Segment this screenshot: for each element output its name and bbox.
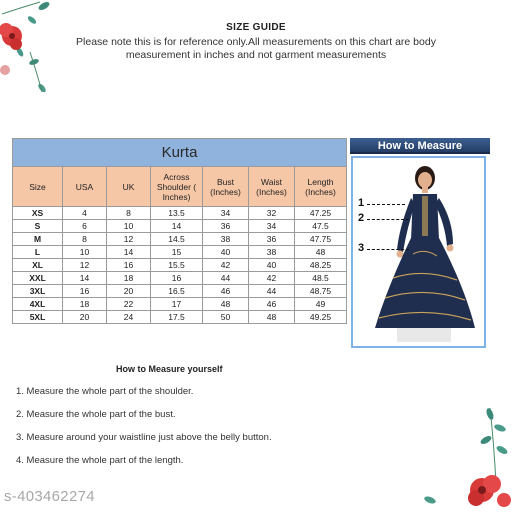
value-cell: 16.5 (151, 285, 203, 298)
value-cell: 18 (63, 298, 107, 311)
column-header: Waist (Inches) (249, 167, 295, 207)
value-cell: 36 (203, 220, 249, 233)
kurta-size-table (12, 138, 347, 324)
how-to-measure-illustration (351, 156, 486, 348)
value-cell: 15.5 (151, 259, 203, 272)
size-cell: M (13, 233, 63, 246)
size-cell: L (13, 246, 63, 259)
value-cell: 20 (107, 285, 151, 298)
value-cell: 16 (63, 285, 107, 298)
instruction-step: 1. Measure the whole part of the shoulder. (16, 386, 194, 397)
how-to-measure-title: How to Measure (377, 140, 463, 152)
value-cell: 22 (107, 298, 151, 311)
value-cell: 17 (151, 298, 203, 311)
value-cell: 16 (151, 272, 203, 285)
value-cell: 38 (249, 246, 295, 259)
size-cell: XXL (13, 272, 63, 285)
value-cell: 12 (63, 259, 107, 272)
value-cell: 44 (249, 285, 295, 298)
value-cell: 14 (107, 246, 151, 259)
value-cell: 34 (249, 220, 295, 233)
table-body (13, 207, 347, 324)
value-cell: 34 (203, 207, 249, 220)
value-cell: 8 (107, 207, 151, 220)
value-cell: 16 (107, 259, 151, 272)
value-cell: 8 (63, 233, 107, 246)
table-row (13, 285, 347, 298)
table-row (13, 298, 347, 311)
value-cell: 48 (295, 246, 347, 259)
value-cell: 17.5 (151, 311, 203, 324)
value-cell: 4 (63, 207, 107, 220)
size-guide-header (0, 22, 512, 62)
column-header: Length (Inches) (295, 167, 347, 207)
value-cell: 48.25 (295, 259, 347, 272)
value-cell: 12 (107, 233, 151, 246)
value-cell: 36 (249, 233, 295, 246)
size-cell: XS (13, 207, 63, 220)
size-cell: 5XL (13, 311, 63, 324)
value-cell: 40 (203, 246, 249, 259)
column-header: Across Shoulder ( Inches) (151, 167, 203, 207)
instruction-step: 4. Measure the whole part of the length. (16, 455, 184, 466)
value-cell: 32 (249, 207, 295, 220)
column-header: Bust (Inches) (203, 167, 249, 207)
value-cell: 49.25 (295, 311, 347, 324)
value-cell: 47.5 (295, 220, 347, 233)
table-row (13, 311, 347, 324)
measure-marker-2: 2 (358, 212, 365, 224)
instruction-step: 3. Measure around your waistline just above the belly button. (16, 432, 272, 443)
value-cell: 14 (151, 220, 203, 233)
value-cell: 49 (295, 298, 347, 311)
shoulder-guide-line (367, 204, 405, 205)
table-row (13, 207, 347, 220)
reference-note: Please note this is for reference only.All measurements on this chart are body measurement in inches and not garment measurements (76, 36, 436, 61)
measure-marker-1: 1 (358, 197, 365, 209)
value-cell: 48.75 (295, 285, 347, 298)
model-figure (353, 158, 484, 346)
value-cell: 47.75 (295, 233, 347, 246)
table-row (13, 233, 347, 246)
value-cell: 10 (63, 246, 107, 259)
table-row (13, 259, 347, 272)
how-to-measure-banner (350, 138, 490, 154)
measure-marker-3: 3 (358, 242, 365, 254)
column-header: UK (107, 167, 151, 207)
value-cell: 48 (249, 311, 295, 324)
instructions-title: How to Measure yourself (116, 364, 223, 374)
table-caption: Kurta (13, 139, 347, 167)
value-cell: 38 (203, 233, 249, 246)
value-cell: 20 (63, 311, 107, 324)
value-cell: 46 (203, 285, 249, 298)
value-cell: 18 (107, 272, 151, 285)
value-cell: 14 (63, 272, 107, 285)
size-cell: 3XL (13, 285, 63, 298)
size-cell: XL (13, 259, 63, 272)
value-cell: 50 (203, 311, 249, 324)
column-header: Size (13, 167, 63, 207)
product-code: s-403462274 (4, 488, 95, 505)
value-cell: 47.25 (295, 207, 347, 220)
value-cell: 40 (249, 259, 295, 272)
value-cell: 6 (63, 220, 107, 233)
value-cell: 42 (203, 259, 249, 272)
table-row (13, 246, 347, 259)
instruction-step: 2. Measure the whole part of the bust. (16, 409, 176, 420)
value-cell: 15 (151, 246, 203, 259)
instructions-list (16, 386, 272, 478)
value-cell: 48 (203, 298, 249, 311)
size-cell: S (13, 220, 63, 233)
value-cell: 44 (203, 272, 249, 285)
value-cell: 48.5 (295, 272, 347, 285)
value-cell: 46 (249, 298, 295, 311)
size-guide-title: SIZE GUIDE (226, 22, 286, 33)
waist-guide-line (367, 249, 409, 250)
value-cell: 42 (249, 272, 295, 285)
table-row (13, 272, 347, 285)
size-cell: 4XL (13, 298, 63, 311)
bust-guide-line (367, 219, 409, 220)
column-header: USA (63, 167, 107, 207)
table-header-row (13, 167, 347, 207)
value-cell: 10 (107, 220, 151, 233)
value-cell: 14.5 (151, 233, 203, 246)
floral-decoration-bottom-right (420, 404, 512, 512)
value-cell: 24 (107, 311, 151, 324)
table-row (13, 220, 347, 233)
value-cell: 13.5 (151, 207, 203, 220)
